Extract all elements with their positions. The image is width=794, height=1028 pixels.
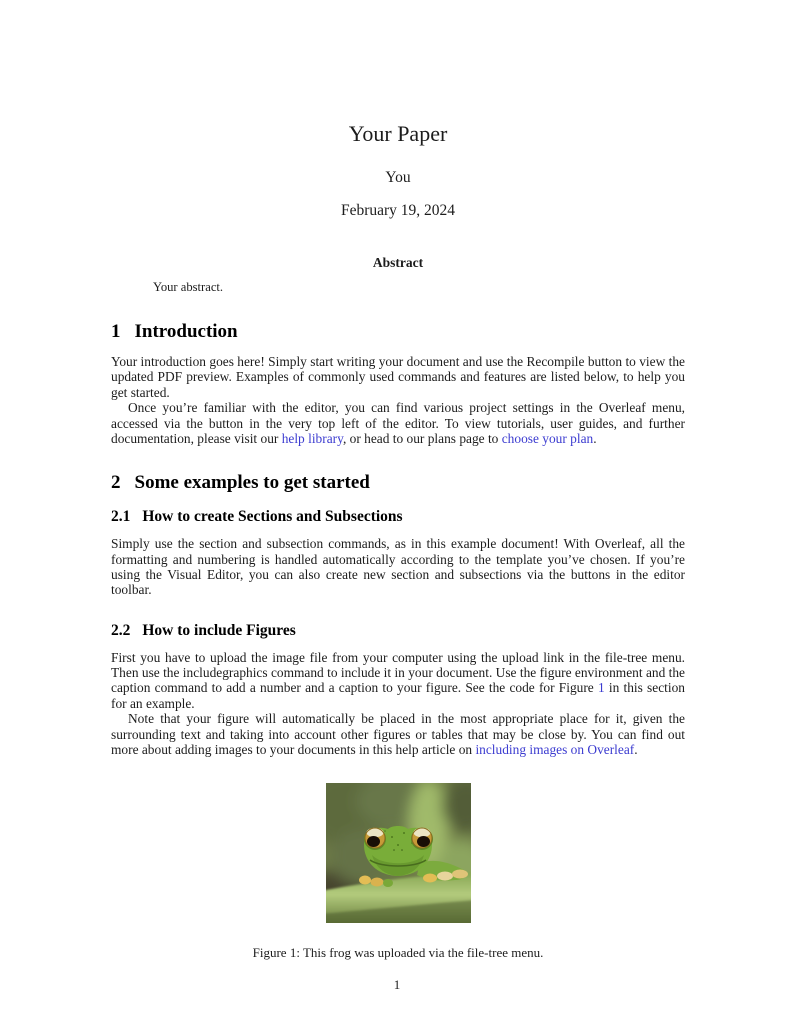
paragraph-text: , or head to our plans page to xyxy=(342,431,502,447)
paragraph-text: Your introduction goes here! Simply start writing your document and use the Recompile button to view the updated PDF preview. Examples of commonly used commands and features are listed below, to help you get started. xyxy=(111,354,685,400)
paragraph-text: in this section for an example. xyxy=(111,680,685,711)
paragraph-text: Simply use the section and subsection commands, as in this example document! With Overleaf, all the formatting and numbering is handled automatically according to the template you’ve chosen. If you’re using the Visual Editor, you can also create new section and subsections via the buttons in the editor toolbar. xyxy=(111,536,685,598)
section-1-title: Introduction xyxy=(134,321,238,343)
help-library-link[interactable]: help library xyxy=(281,431,343,447)
page-title: Your Paper xyxy=(348,121,448,146)
sections-paragraph xyxy=(111,536,685,598)
figure-caption: Figure 1: This frog was uploaded via the file-tree menu. xyxy=(252,945,544,961)
section-2-heading xyxy=(111,472,685,494)
section-1-heading xyxy=(111,321,685,343)
subsection-2-1-heading xyxy=(111,508,685,526)
paragraph-text: Note that your figure will automatically be placed in the most appropriate place for it, given the surrounding text and taking into account other figures or tables that may be close by. You can find out more about adding images to your documents in this help article on xyxy=(111,711,685,757)
subsection-2-1-number: 2.1 xyxy=(111,508,131,526)
figure-1 xyxy=(111,783,685,961)
figures-paragraph-2 xyxy=(111,711,685,757)
frog-photo-image xyxy=(326,783,471,923)
figure-1-ref-link[interactable]: 1 xyxy=(597,680,605,696)
subsection-2-2-heading xyxy=(111,622,685,640)
page-number: 1 xyxy=(393,977,401,992)
including-images-link[interactable]: including images on Overleaf xyxy=(475,742,635,757)
choose-your-plan-link[interactable]: choose your plan xyxy=(501,431,594,447)
abstract-text: Your abstract. xyxy=(153,280,224,295)
paragraph-text: . xyxy=(593,431,597,447)
subsection-2-1-title: How to create Sections and Subsections xyxy=(142,508,403,526)
paragraph-text: . xyxy=(634,742,638,757)
document-date: February 19, 2024 xyxy=(340,202,456,220)
abstract-heading: Abstract xyxy=(372,255,424,271)
figures-paragraph-1 xyxy=(111,650,685,712)
section-1-number: 1 xyxy=(111,321,121,343)
paragraph-text: First you have to upload the image file from your computer using the upload link in the file-tree menu. Then use the includegraphics command to include it in your document. Use the figure environment and the caption command to add a number and a caption to your figure. See the code for Figure xyxy=(111,649,685,696)
subsection-2-2-title: How to include Figures xyxy=(142,621,296,639)
title-block xyxy=(111,0,685,220)
intro-paragraph-1 xyxy=(111,354,685,400)
intro-paragraph-2 xyxy=(111,400,685,446)
subsection-2-2-number: 2.2 xyxy=(111,621,131,639)
author-name: You xyxy=(385,169,411,187)
section-2-number: 2 xyxy=(111,472,121,494)
paragraph-text: Once you’re familiar with the editor, you can find various project settings in the Overleaf menu, accessed via the button in the very top left of the editor. To view tutorials, user guides, and further documentation, please visit our xyxy=(111,400,685,447)
section-2-title: Some examples to get started xyxy=(134,472,370,494)
text-column xyxy=(111,0,685,961)
